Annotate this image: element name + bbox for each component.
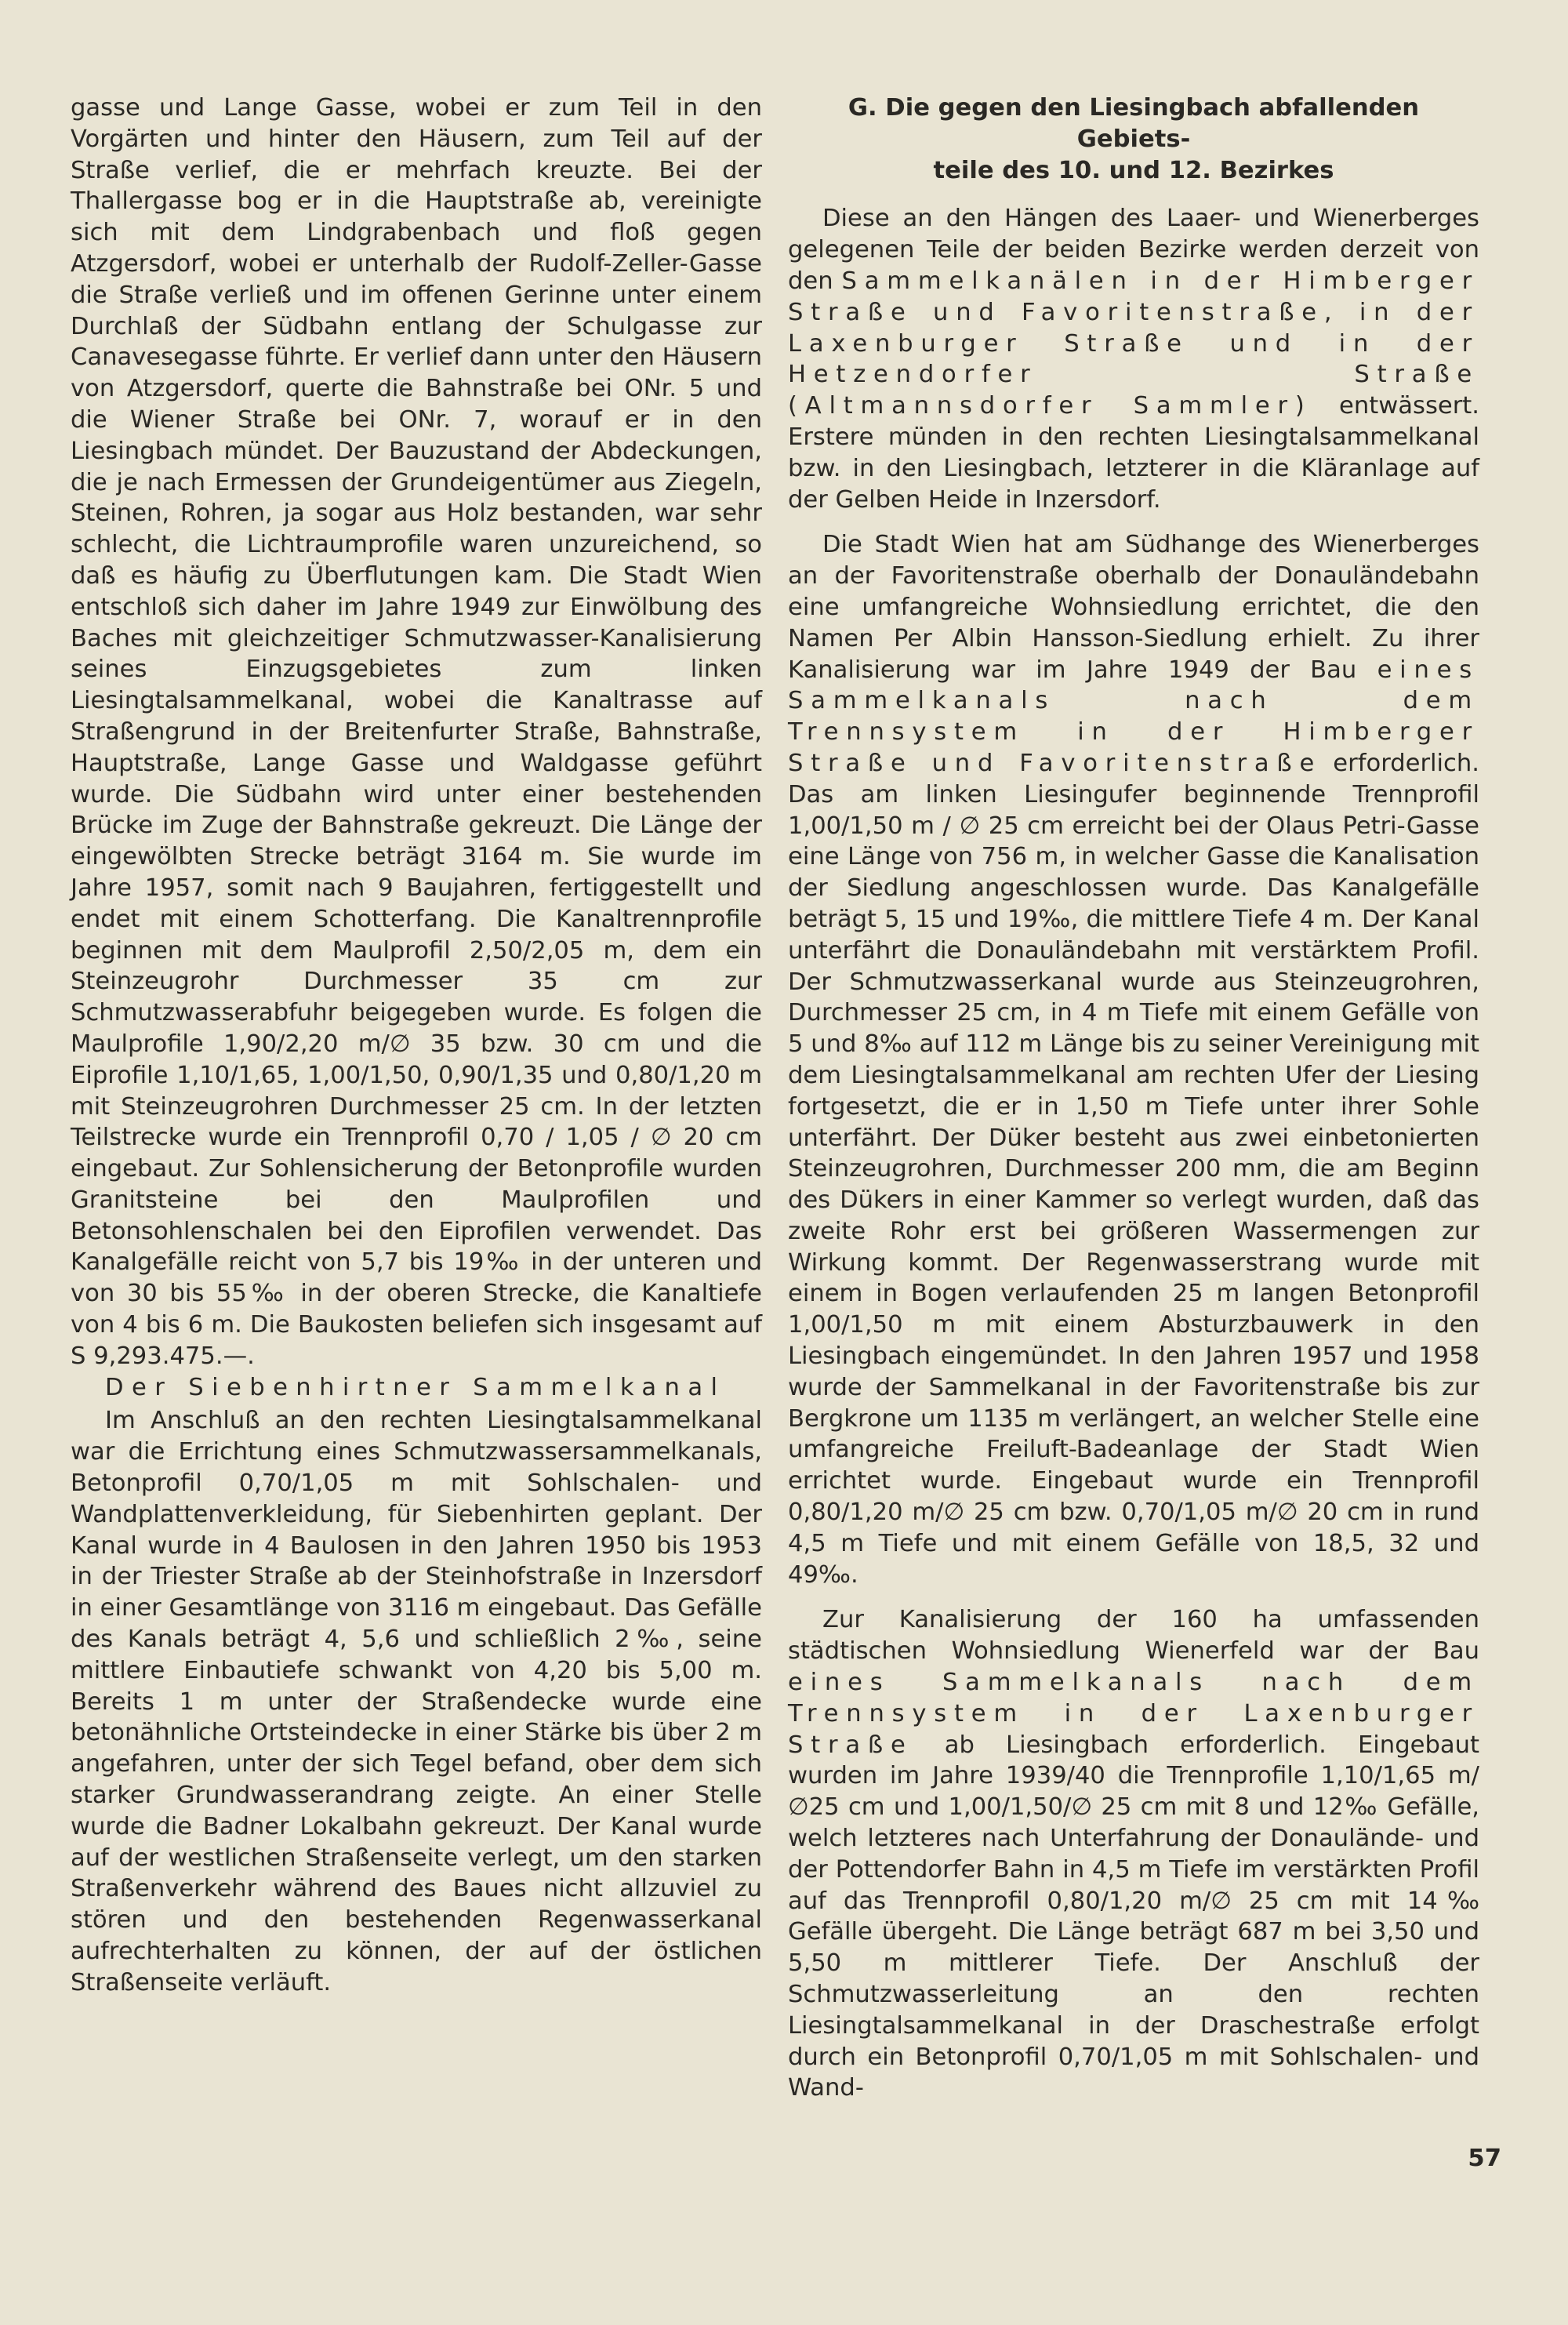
right-paragraph-2 [788,529,1479,1590]
right-paragraph-1-text-a: Diese an den Hängen des Laaer- und Wienerberges gelegenen Teile der beiden Bezirke werden derzeit von den [788,205,1479,295]
right-paragraph-1-spaced: Sammelkanälen in der Himberger Straße und Favoritenstraße, in der Laxenburger Straße und in der Hetzendorfer Straße (Altmannsdorfer Sammler) [788,267,1479,420]
left-column [71,93,762,1999]
right-paragraph-2-spaced: eines Sammelkanals nach dem Trennsystem in der Himberger Straße und Favoritenstraße [788,656,1479,777]
left-paragraph-2: Im Anschluß an den rechten Liesingtalsammelkanal war die Errichtung eines Schmutzwassersammelkanals, Betonprofil 0,70/1,05 m mit Sohlschalen- und Wandplattenverkleidung, für Siebenhirten geplant. Der Kanal wurde in 4 Baulosen in den Jahren 1950 bis 1953 in der Triester Straße ab der Steinhofstraße in Inzersdorf in einer Gesamtlänge von 3116 m eingebaut. Das Gefälle des Kanals beträgt 4, 5,6 und schließlich 2‰, seine mittlere Einbautiefe schwankt von 4,20 bis 5,00 m. Bereits 1 m unter der Straßendecke wurde eine betonähnliche Ortsteindecke in einer Stärke bis über 2 m angefahren, unter der sich Tegel befand, ober dem sich starker Grundwasserandrang zeigte. An einer Stelle wurde die Badner Lokalbahn gekreuzt. Der Kanal wurde auf der westlichen Straßenseite verlegt, um den starken Straßenverkehr während des Baues nicht allzuviel zu stören und den bestehenden Regenwasserkanal aufrechterhalten zu können, der auf der östlichen Straßenseite verläuft. [71,1407,762,1996]
right-paragraph-1-text-b: entwässert. Erstere münden in den rechten Liesingtalsammelkanal bzw. in den Liesingbach, letzterer in die Kläranlage auf der Gelben Heide in Inzersdorf. [788,392,1479,514]
right-paragraph-2-text-a: Die Stadt Wien hat am Südhange des Wienerberges an der Favoritenstraße oberhalb der Donauländebahn eine umfangreiche Wohnsiedlung errichtet, die den Namen Per Albin Hansson-Siedlung erhielt. Zu ihrer Kanalisierung war im Jahre 1949 der Bau [788,531,1479,684]
section-subheading: Der Siebenhirtner Sammelkanal [105,1373,726,1401]
section-heading-line-2: teile des 10. und 12. Bezirkes [933,156,1334,184]
page-number: 57 [1468,2145,1501,2172]
left-paragraph-1: gasse und Lange Gasse, wobei er zum Teil in den Vorgärten und hinter den Häusern, zum Teil auf der Straße verlief, die er mehrfach kreuzte. Bei der Thallergasse bog er in die Hauptstraße ab, vereinigte sich mit dem Lindgrabenbach und floß gegen Atzgersdorf, wobei er unterhalb der Rudolf-Zeller-Gasse die Straße verließ und im offenen Gerinne unter einem Durchlaß der Südbahn entlang der Schulgasse zur Canavesegasse führte. Er verlief dann unter den Häusern von Atzgersdorf, querte die Bahnstraße bei ONr. 5 und die Wiener Straße bei ONr. 7, worauf er in den Liesingbach mündet. Der Bauzustand der Abdeckungen, die je nach Ermessen der Grundeigentümer aus Ziegeln, Steinen, Rohren, ja sogar aus Holz bestanden, war sehr schlecht, die Lichtraumprofile waren unzureichend, so daß es häufig zu Überflutungen kam. Die Stadt Wien entschloß sich daher im Jahre 1949 zur Einwölbung des Baches mit gleichzeitiger Schmutzwasser-Kanalisierung seines Einzugsgebietes zum linken Liesingtalsammelkanal, wobei die Kanaltrasse auf Straßengrund in der Breitenfurter Straße, Bahnstraße, Hauptstraße, Lange Gasse und Waldgasse geführt wurde. Die Südbahn wird unter einer bestehenden Brücke im Zuge der Bahnstraße gekreuzt. Die Länge der eingewölbten Strecke beträgt 3164 m. Sie wurde im Jahre 1957, somit nach 9 Baujahren, fertiggestellt und endet mit einem Schotterfang. Die Kanaltrennprofile beginnen mit dem Maulprofil 2,50/2,05 m, dem ein Steinzeugrohr Durchmesser 35 cm zur Schmutzwasserabfuhr beigegeben wurde. Es folgen die Maulprofile 1,90/2,20 m/∅ 35 bzw. 30 cm und die Eiprofile 1,10/1,65, 1,00/1,50, 0,90/1,35 und 0,80/1,20 m mit Steinzeugrohren Durchmesser 25 cm. In der letzten Teilstrecke wurde ein Trennprofil 0,70 / 1,05 / ∅ 20 cm eingebaut. Zur Sohlensicherung der Betonprofile wurden Granitsteine bei den Maulprofilen und Betonsohlenschalen bei den Eiprofilen verwendet. Das Kanalgefälle reicht von 5,7 bis 19‰ in der unteren und von 30 bis 55‰ in der oberen Strecke, die Kanaltiefe von 4 bis 6 m. Die Baukosten beliefen sich insgesamt auf S 9,293.475.—. [71,94,762,1370]
right-paragraph-3 [788,1604,1479,2104]
section-heading-line-1: G. Die gegen den Liesingbach abfallenden Gebiets- [848,94,1420,153]
right-paragraph-3-text-b: ab Liesingbach erforderlich. Eingebaut wurden im Jahre 1939/40 die Trennprofile 1,10/1,65 m/∅25 cm und 1,00/1,50/∅ 25 cm mit 8 und 12‰ Gefälle, welch letzteres nach Unterfahrung der Donaulände- und der Pottendorfer Bahn in 4,5 m Tiefe im verstärkten Profil auf das Trennprofil 0,80/1,20 m/∅ 25 cm mit 14‰ Gefälle übergeht. Die Länge beträgt 687 m bei 3,50 und 5,50 m mittlerer Tiefe. Der Anschluß der Schmutzwasserleitung an den rechten Liesingtalsammelkanal in der Draschestraße erfolgt durch ein Betonprofil 0,70/1,05 m mit Sohlschalen- und Wand- [788,1731,1479,2102]
section-heading [788,93,1479,186]
right-column [788,93,1479,2104]
right-paragraph-3-text-a: Zur Kanalisierung der 160 ha umfassenden städtischen Wohnsiedlung Wienerfeld war der Bau [788,1606,1479,1666]
right-paragraph-3-spaced: eines Sammelkanals nach dem Trennsystem in der Laxenburger Straße [788,1669,1479,1759]
right-paragraph-2-text-b: erforderlich. Das am linken Liesingufer beginnende Trennprofil 1,00/1,50 m / ∅ 25 cm erreicht bei der Olaus Petri-Gasse eine Länge von 756 m, in welcher Gasse die Kanalisation der Siedlung angeschlossen wurde. Das Kanalgefälle beträgt 5, 15 und 19‰, die mittlere Tiefe 4 m. Der Kanal unterfährt die Donauländebahn mit verstärktem Profil. Der Schmutzwasserkanal wurde aus Steinzeugrohren, Durchmesser 25 cm, in 4 m Tiefe mit einem Gefälle von 5 und 8‰ auf 112 m Länge bis zu seiner Vereinigung mit dem Liesingtalsammelkanal am rechten Ufer der Liesing fortgesetzt, die er in 1,50 m Tiefe unter ihrer Sohle unterfährt. Der Düker besteht aus zwei einbetonierten Steinzeugrohren, Durchmesser 200 mm, die am Beginn des Dükers in einer Kammer so verlegt wurden, daß das zweite Rohr erst bei größeren Wassermengen zur Wirkung kommt. Der Regenwasserstrang wurde mit einem in Bogen verlaufenden 25 m langen Betonprofil 1,00/1,50 m mit einem Absturzbauwerk in den Liesingbach eingemündet. In den Jahren 1957 und 1958 wurde der Sammelkanal in der Favoritenstraße bis zur Bergkrone um 1135 m verlängert, an welcher Stelle eine umfangreiche Freiluft-Badeanlage der Stadt Wien errichtet wurde. Eingebaut wurde ein Trennprofil 0,80/1,20 m/∅ 25 cm bzw. 0,70/1,05 m/∅ 20 cm in rund 4,5 m Tiefe und mit einem Gefälle von 18,5, 32 und 49‰. [788,749,1479,1589]
right-paragraph-1 [788,203,1479,515]
